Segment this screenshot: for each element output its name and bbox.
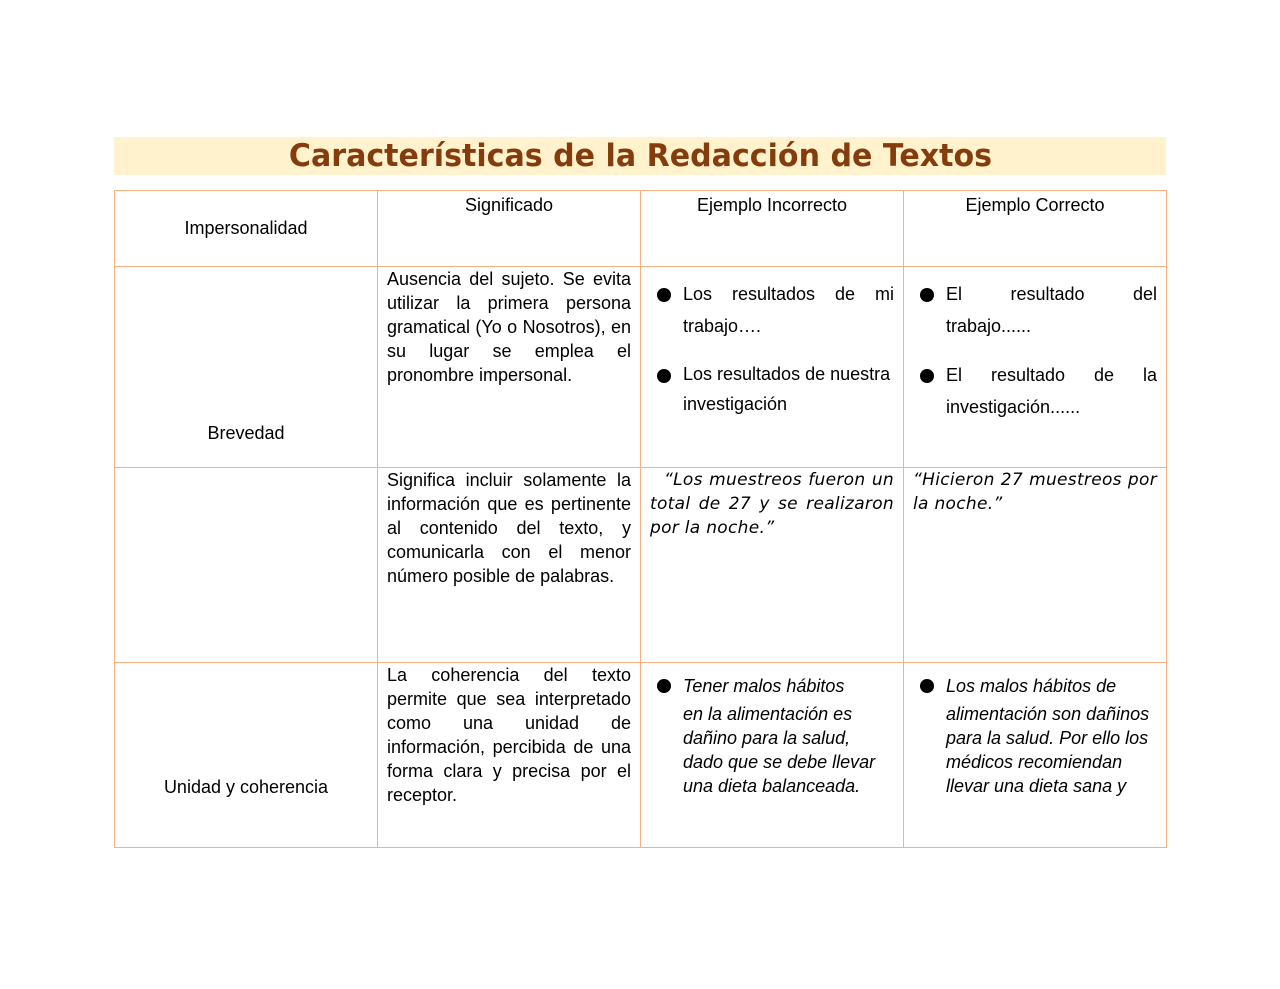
- correct-quote: “Hicieron 27 muestreos por la noche.”: [913, 470, 1157, 514]
- incorrect-cell: [641, 267, 904, 468]
- meaning-cell: [378, 267, 641, 468]
- header-cell-incorrect: [641, 191, 904, 267]
- incorrect-list: [641, 663, 903, 798]
- list-item: El resultado del trabajo......: [946, 278, 1157, 342]
- title-band: [114, 137, 1166, 175]
- meaning-text: La coherencia del texto permite que sea interpretado como una unidad de información, percibida de una forma clara y precisa por el receptor.: [387, 665, 631, 805]
- row-name: Unidad y coherencia: [163, 777, 329, 797]
- document-title: Características de la Redacción de Textos: [288, 138, 992, 174]
- meaning-text: Significa incluir solamente la información que es pertinente al contenido del texto, y comunicarla con el menor número posible de palabras.: [387, 470, 631, 586]
- meaning-text: Ausencia del sujeto. Se evita utilizar la primera persona gramatical (Yo o Nosotros), en su lugar se emplea el pronombre impersonal.: [387, 269, 631, 385]
- list-item-continuation: en la alimentación es dañino para la salud, dado que se debe llevar una dieta balanceada.: [683, 704, 876, 796]
- header-incorrect: Ejemplo Incorrecto: [696, 195, 848, 215]
- header-cell-meaning: [378, 191, 641, 267]
- list-item: El resultado de la investigación......: [946, 359, 1157, 423]
- header-meaning: Significado: [464, 195, 554, 215]
- incorrect-quote: “Los muestreos fueron un total de 27 y se realizaron por la noche.”: [650, 470, 894, 538]
- table-row: [115, 663, 1167, 848]
- meaning-cell: [378, 468, 641, 663]
- correct-cell: [904, 468, 1167, 663]
- incorrect-cell: [641, 468, 904, 663]
- meaning-cell: [378, 663, 641, 848]
- header-correct: Ejemplo Correcto: [965, 195, 1105, 215]
- row-name-cell: [115, 423, 378, 663]
- correct-cell: [904, 267, 1167, 468]
- list-item-continuation: alimentación son dañinos para la salud. Por ello los médicos recomiendan llevar una dieta sana y: [946, 704, 1150, 796]
- row-name: Impersonalidad: [184, 218, 308, 238]
- incorrect-list: [641, 267, 903, 419]
- row-name: Brevedad: [207, 423, 285, 443]
- correct-list: [904, 267, 1166, 423]
- list-item: Tener malos hábitos: [683, 670, 894, 702]
- header-cell-correct: [904, 191, 1167, 267]
- characteristics-table: [114, 190, 1167, 848]
- incorrect-cell: [641, 663, 904, 848]
- list-item: Los resultados de mi trabajo….: [683, 278, 894, 342]
- correct-cell: [904, 663, 1167, 848]
- list-item: Los malos hábitos de: [946, 670, 1157, 702]
- row-name-cell: [115, 663, 378, 848]
- correct-list: [904, 663, 1166, 798]
- table-row: [115, 468, 1167, 663]
- list-item: Los resultados de nuestra investigación: [683, 359, 894, 419]
